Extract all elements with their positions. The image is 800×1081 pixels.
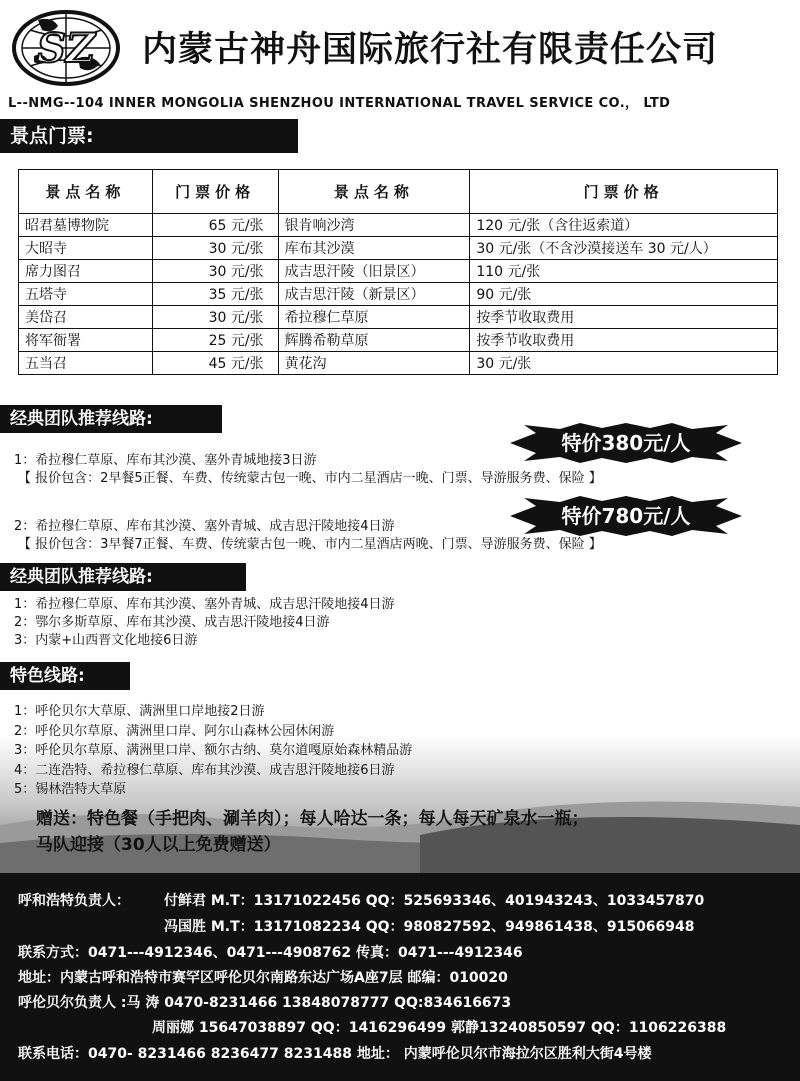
- price-badge-780: 特价780元/人: [510, 496, 742, 536]
- ticket-price-cell: 120 元/张（含往返索道）: [470, 214, 778, 237]
- list-item: 3：呼伦贝尔草原、满洲里口岸、额尔古纳、莫尔道嘎原始森林精品游: [14, 743, 413, 758]
- attraction-name-cell: 美岱召: [19, 306, 153, 329]
- price-badge-380: 特价380元/人: [510, 423, 742, 463]
- table-row: [19, 260, 778, 283]
- attraction-name-cell: 成吉思汗陵（旧景区）: [278, 260, 470, 283]
- company-logo: [8, 8, 134, 88]
- column-header: 门票价格: [152, 170, 278, 214]
- contact-panel: [0, 873, 800, 1081]
- route-item: 1：希拉穆仁草原、库布其沙漠、塞外青城地接3日游: [14, 453, 317, 468]
- contact-person-1: 付鲜君 M.T：13171022456 QQ：525693346、401943243、1033457870: [164, 893, 705, 909]
- contact-person-2: 冯国胜 M.T：13171082234 QQ：980827592、949861438、915066948: [164, 919, 695, 935]
- contact-address: 地址：内蒙古呼和浩特市赛罕区呼伦贝尔南路东达广场A座7层 邮编：010020: [18, 970, 508, 986]
- ticket-price-cell: 30 元/张（不含沙漠接送车 30 元/人）: [470, 237, 778, 260]
- hohhot-manager-label: 呼和浩特负责人：: [18, 893, 130, 909]
- ticket-price-cell: 110 元/张: [470, 260, 778, 283]
- column-header: 门票价格: [470, 170, 778, 214]
- ticket-price-cell: 按季节收取费用: [470, 329, 778, 352]
- attraction-name-cell: 库布其沙漠: [278, 237, 470, 260]
- attraction-name-cell: 将军衙署: [19, 329, 153, 352]
- gift-offer: [36, 806, 796, 858]
- route-includes: 【 报价包含：3早餐7正餐、车费、传统蒙古包一晚、市内二星酒店两晚、门票、导游服务费、保险 】: [18, 537, 602, 552]
- ticket-price-cell: 90 元/张: [470, 283, 778, 306]
- route-item: 2：希拉穆仁草原、库布其沙漠、塞外青城、成吉思汗陵地接4日游: [14, 519, 395, 534]
- company-name-cn: 内蒙古神舟国际旅行社有限责任公司: [142, 30, 719, 70]
- ticket-price-cell: 30 元/张: [470, 352, 778, 375]
- attraction-name-cell: 黄花沟: [278, 352, 470, 375]
- list-item: 1：呼伦贝尔大草原、满洲里口岸地接2日游: [14, 704, 265, 719]
- ticket-price-cell: 30 元/张: [152, 260, 278, 283]
- list-item: 5：锡林浩特大草原: [14, 782, 127, 797]
- list-item: 1：希拉穆仁草原、库布其沙漠、塞外青城、成吉思汗陵地接4日游: [14, 597, 395, 612]
- ticket-price-cell: 按季节收取费用: [470, 306, 778, 329]
- ticket-price-cell: 30 元/张: [152, 237, 278, 260]
- attraction-name-cell: 银肯响沙湾: [278, 214, 470, 237]
- ticket-price-cell: 45 元/张: [152, 352, 278, 375]
- header: [0, 0, 800, 120]
- hulunbuir-tel-address: 联系电话：0470- 8231466 8236477 8231488 地址： 内蒙呼伦贝尔市海拉尔区胜利大街4号楼: [18, 1046, 652, 1062]
- classic-routes-title-1: 经典团队推荐线路:: [0, 405, 222, 433]
- gift-line-2: 马队迎接（30人以上免费赠送）: [36, 835, 281, 855]
- special-routes-list: [14, 702, 412, 800]
- table-row: [19, 237, 778, 260]
- ticket-price-cell: 65 元/张: [152, 214, 278, 237]
- ticket-price-cell: 35 元/张: [152, 283, 278, 306]
- ticket-price-cell: 30 元/张: [152, 306, 278, 329]
- attraction-name-cell: 成吉思汗陵（新景区）: [278, 283, 470, 306]
- gift-line-1: 赠送：特色餐（手把肉、涮羊肉）；每人哈达一条；每人每天矿泉水一瓶；: [36, 809, 589, 829]
- hulunbuir-manager: 呼伦贝尔负责人 :马 涛 0470-8231466 13848078777 QQ:834616673: [18, 995, 512, 1011]
- classic-route-2: [14, 518, 602, 554]
- column-header: 景点名称: [19, 170, 153, 214]
- table-row: [19, 214, 778, 237]
- list-item: 3：内蒙+山西晋文化地接6日游: [14, 633, 198, 648]
- special-routes-title: 特色线路:: [0, 662, 130, 690]
- list-item: 2：呼伦贝尔草原、满洲里口岸、阿尔山森林公园休闲游: [14, 723, 335, 739]
- attraction-name-cell: 席力图召: [19, 260, 153, 283]
- list-item: 4：二连浩特、希拉穆仁草原、库布其沙漠、成吉思汗陵地接6日游: [14, 762, 395, 778]
- contact-phones: 联系方式：0471---4912346、0471---4908762 传真：0471---4912346: [18, 945, 523, 961]
- classic-route-1: [14, 452, 602, 488]
- table-header-row: [19, 170, 778, 214]
- classic-routes-list-2: [14, 596, 395, 650]
- tickets-section-title: 景点门票:: [0, 119, 298, 153]
- company-name-en: L--NMG--104 INNER MONGOLIA SHENZHOU INTERNATIONAL TRAVEL SERVICE CO.， LTD: [8, 96, 671, 111]
- route-includes: 【 报价包含：2早餐5正餐、车费、传统蒙古包一晚、市内二星酒店一晚、门票、导游服务费、保险 】: [18, 471, 602, 486]
- ticket-price-cell: 25 元/张: [152, 329, 278, 352]
- table-row: [19, 352, 778, 375]
- attraction-name-cell: 昭君墓博物院: [19, 214, 153, 237]
- column-header: 景点名称: [278, 170, 470, 214]
- table-row: [19, 329, 778, 352]
- list-item: 2：鄂尔多斯草原、库布其沙漠、成吉思汗陵地接4日游: [14, 615, 330, 630]
- hulunbuir-staff: 周丽娜 15647038897 QQ：1416296499 郭静13240850597 QQ：1106226388: [152, 1020, 727, 1036]
- attraction-name-cell: 五塔寺: [19, 283, 153, 306]
- classic-routes-title-2: 经典团队推荐线路:: [0, 563, 246, 591]
- ticket-price-table: [18, 169, 778, 375]
- attraction-name-cell: 五当召: [19, 352, 153, 375]
- table-row: [19, 283, 778, 306]
- attraction-name-cell: 希拉穆仁草原: [278, 306, 470, 329]
- attraction-name-cell: 大昭寺: [19, 237, 153, 260]
- table-row: [19, 306, 778, 329]
- attraction-name-cell: 辉腾希勒草原: [278, 329, 470, 352]
- svg-text:SZ: SZ: [36, 25, 96, 72]
